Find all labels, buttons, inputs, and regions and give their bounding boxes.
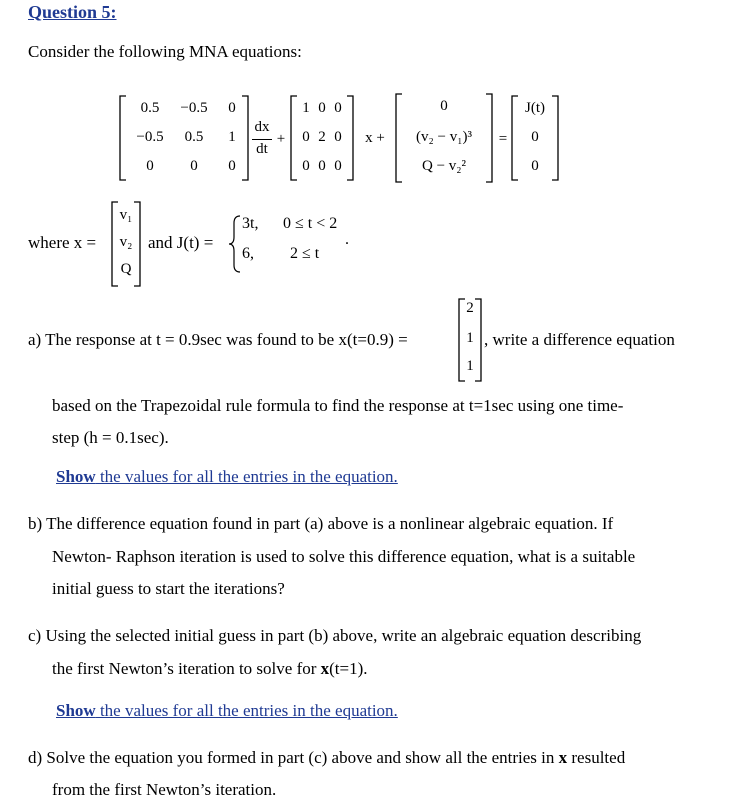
x-vector-entry: v₂ [119, 234, 133, 250]
x-vector-entry: v₁ [119, 207, 133, 223]
part-d-x-bold: x [558, 748, 568, 767]
cases-brace [228, 215, 242, 273]
dx-numerator: dx [254, 119, 270, 135]
part-d-line2: from the first Newton’s iteration. [52, 780, 277, 799]
part-d-line1 [28, 748, 625, 768]
matrix-a-cell: −0.5 [180, 100, 208, 116]
where-definitions [0, 195, 736, 295]
show-bold: Show [56, 701, 96, 720]
rhs-entry: J(t) [525, 100, 545, 116]
x09-entry: 1 [466, 358, 474, 374]
part-a-prefix: a) The response at t = 0.9sec was found to be x(t=0.9) = [28, 330, 408, 349]
nonlinear-entry: Q − v₂² [421, 158, 467, 174]
mna-equation [0, 0, 736, 200]
part-a-line3: step (h = 0.1sec). [52, 428, 169, 447]
case2-value: 6, [242, 245, 254, 262]
matrix-a-cell: 0 [228, 100, 236, 116]
matrix-a-cell: 0.5 [184, 129, 204, 145]
x09-entry: 1 [466, 330, 474, 346]
x09-entry: 2 [466, 300, 474, 316]
fraction-bar [252, 139, 272, 140]
matrix-b-cell: 0 [334, 158, 342, 174]
case2-condition: 2 ≤ t [290, 245, 320, 262]
show-bold: Show [56, 467, 96, 486]
matrix-b-cell: 2 [318, 129, 326, 145]
matrix-b-cell: 1 [302, 100, 310, 116]
matrix-b-cell: 0 [318, 100, 326, 116]
part-d-line1-post: resulted [567, 748, 626, 767]
part-b-line1: b) The difference equation found in part (a) above is a nonlinear algebraic equation. If [28, 514, 614, 533]
matrix-b-cell: 0 [334, 100, 342, 116]
matrix-a-left-bracket [118, 95, 128, 181]
matrix-a-cell: 0.5 [140, 100, 160, 116]
matrix-b-cell: 0 [302, 129, 310, 145]
part-c-line1: c) Using the selected initial guess in part (b) above, write an algebraic equation describing [28, 626, 642, 645]
matrix-a-cell: −0.5 [136, 129, 164, 145]
x-plus: x + [365, 130, 385, 146]
part-c [0, 624, 736, 724]
part-b-line3: initial guess to start the iterations? [52, 579, 285, 598]
part-a-show-note [56, 467, 398, 487]
part-c-line2-pre: the first Newton’s iteration to solve for [52, 659, 321, 678]
part-c-line2 [52, 659, 368, 679]
and-j-label: and J(t) = [148, 233, 214, 252]
matrix-b-cell: 0 [334, 129, 342, 145]
matrix-b-cell: 0 [318, 158, 326, 174]
case1-value: 3t, [242, 215, 259, 232]
dt-denominator: dt [256, 141, 268, 157]
part-c-line2-post: (t=1). [329, 659, 368, 678]
matrix-a-cell: 0 [146, 158, 154, 174]
show-rest: the values for all the entries in the equation. [95, 701, 398, 720]
part-c-show-note [56, 701, 398, 721]
period: . [345, 231, 349, 248]
part-c-x-bold: x [320, 659, 330, 678]
part-a [0, 295, 736, 490]
nonlinear-entry: 0 [440, 98, 448, 114]
x-vector-entry: Q [120, 261, 132, 277]
matrix-a-cell: 1 [228, 129, 236, 145]
part-d-line1-pre: d) Solve the equation you formed in part (c) above and show all the entries in [28, 748, 559, 767]
part-b [0, 512, 736, 612]
matrix-a-cell: 0 [228, 158, 236, 174]
rhs-entry: 0 [531, 129, 539, 145]
show-rest: the values for all the entries in the equation. [95, 467, 398, 486]
case1-condition: 0 ≤ t < 2 [283, 215, 338, 232]
part-b-line2: Newton- Raphson iteration is used to solve this difference equation, what is a suitable [52, 547, 636, 566]
part-a-suffix: , write a difference equation [484, 330, 675, 349]
part-a-line2: based on the Trapezoidal rule formula to find the response at t=1sec using one time- [52, 396, 624, 415]
where-x-label: where x = [28, 233, 97, 252]
nonlinear-entry: (v₂ − v₁)³ [416, 129, 472, 145]
matrix-b-cell: 0 [302, 158, 310, 174]
rhs-entry: 0 [531, 158, 539, 174]
question-title: Question 5: [28, 2, 117, 22]
equals-sign: = [498, 131, 508, 147]
part-d [0, 746, 736, 806]
matrix-b-right-bracket [345, 95, 355, 181]
plus-sign: + [276, 131, 286, 147]
matrix-a-cell: 0 [190, 158, 198, 174]
intro-text: Consider the following MNA equations: [28, 42, 302, 61]
